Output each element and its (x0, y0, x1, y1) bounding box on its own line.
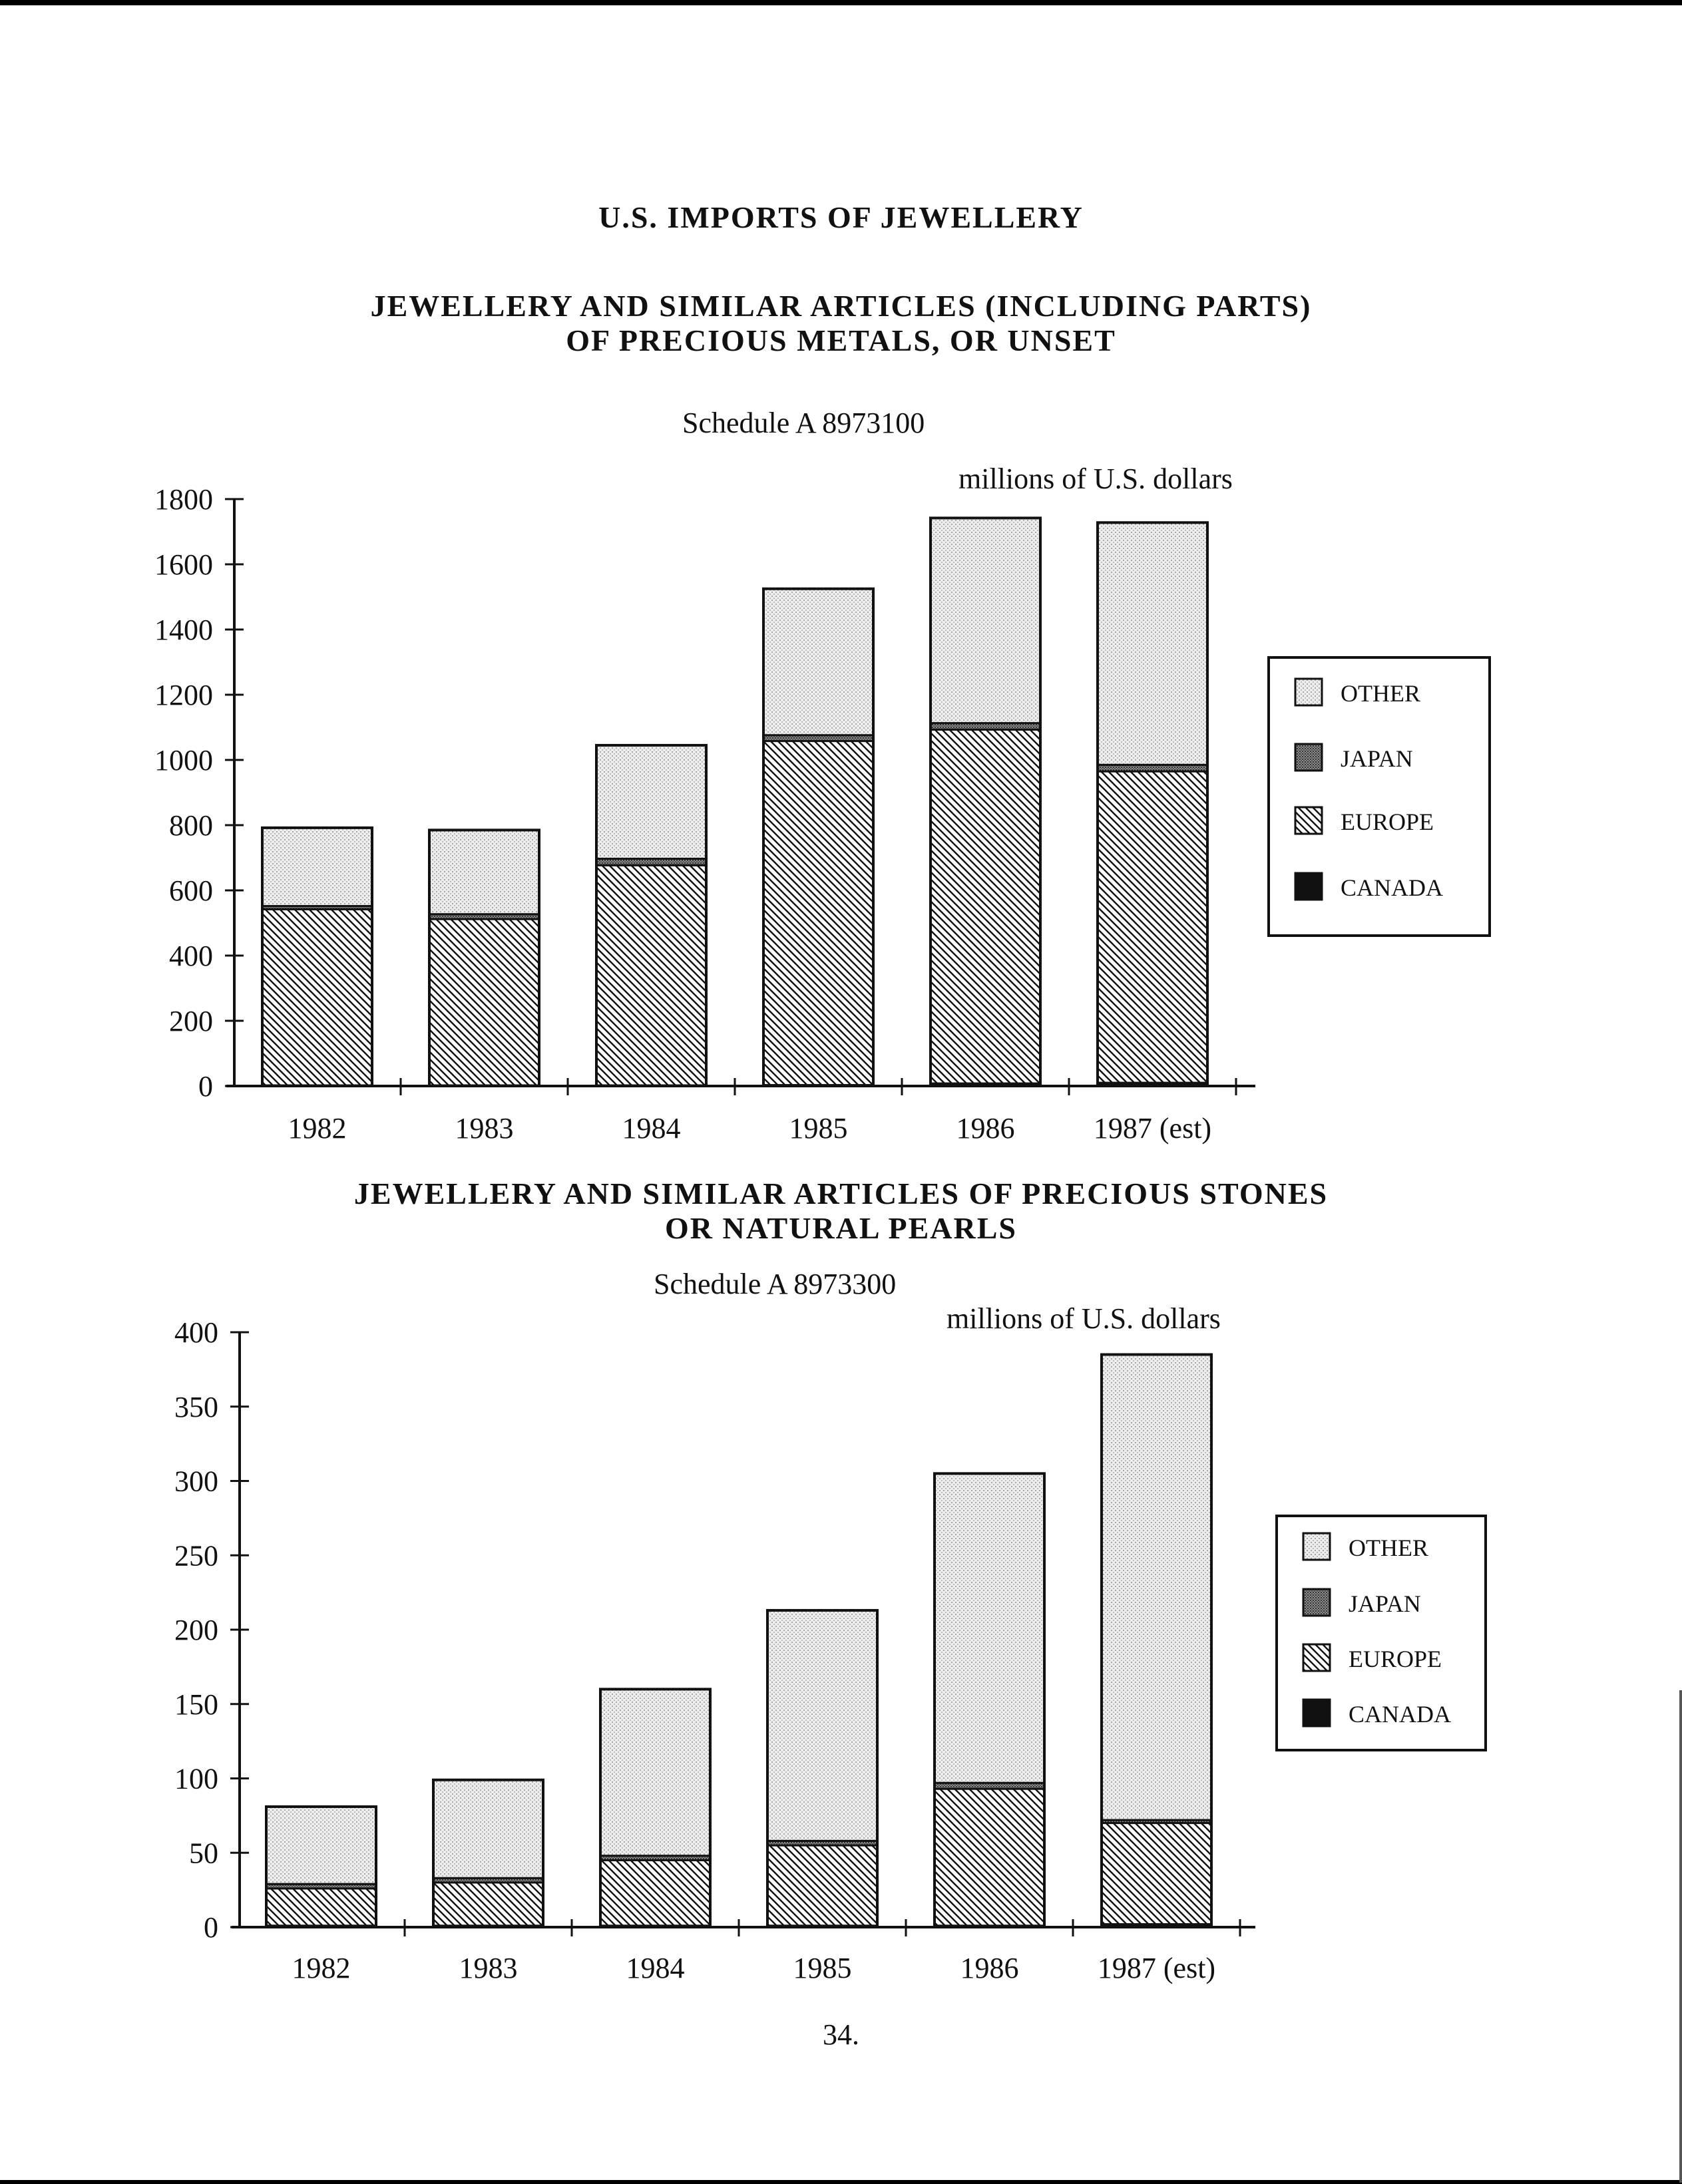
chart2-category-label: 1982 (292, 1952, 351, 1984)
chart1-category-label: 1985 (789, 1112, 848, 1145)
chart2-title-line2: OR NATURAL PEARLS (665, 1211, 1017, 1245)
chart2-legend-label-other: OTHER (1349, 1535, 1428, 1561)
chart1-legend-swatch-europe (1295, 807, 1322, 834)
chart1-legend-swatch-japan (1295, 744, 1322, 771)
chart1-bar-europe-1987 (1098, 771, 1207, 1083)
chart2-legend-swatch-canada (1303, 1700, 1330, 1726)
chart1-bar-europe-1986 (931, 729, 1040, 1083)
chart1-y-tick-label: 0 (198, 1070, 213, 1103)
chart2-bar-other-1984 (600, 1689, 710, 1855)
chart2-schedule: Schedule A 8973300 (654, 1268, 897, 1300)
chart2-bar-europe-1984 (600, 1860, 710, 1925)
chart1-category-label: 1986 (956, 1112, 1015, 1145)
chart1-legend-label-other: OTHER (1341, 680, 1420, 707)
chart2-category-label: 1984 (626, 1952, 685, 1984)
chart2-legend-swatch-other (1303, 1533, 1330, 1560)
chart1-bar-other-1982 (262, 828, 372, 906)
chart1-bar-europe-1983 (429, 919, 539, 1085)
chart1-category-label: 1984 (622, 1112, 681, 1145)
chart1-category-label: 1982 (288, 1112, 347, 1145)
chart2-y-tick-label: 200 (174, 1614, 218, 1646)
chart1-bar-other-1983 (429, 830, 539, 914)
chart2-bar-other-1982 (266, 1807, 376, 1884)
chart2-y-tick-label: 250 (174, 1539, 218, 1572)
chart2-y-tick-label: 0 (204, 1911, 218, 1944)
chart2-bar-europe-1986 (935, 1789, 1044, 1926)
chart1-bar-other-1987 (1098, 522, 1207, 765)
chart1-y-tick-label: 800 (169, 809, 213, 842)
chart2-legend-swatch-japan (1303, 1589, 1330, 1616)
chart1-bar-europe-1984 (596, 865, 706, 1085)
chart1-bar-europe-1982 (262, 909, 372, 1085)
chart2-legend-label-japan: JAPAN (1349, 1590, 1421, 1617)
chart1-plot (154, 483, 1490, 1145)
chart2-category-label: 1987 (est) (1097, 1952, 1216, 1984)
chart1-y-tick-label: 1400 (154, 614, 213, 646)
chart2-y-tick-label: 150 (174, 1688, 218, 1721)
chart2-category-label: 1983 (459, 1952, 518, 1984)
chart2-bar-europe-1982 (266, 1889, 376, 1926)
chart1-y-tick-label: 600 (169, 874, 213, 907)
chart1-bar-other-1984 (596, 745, 706, 859)
chart1-legend-label-canada: CANADA (1341, 874, 1444, 901)
chart1-schedule: Schedule A 8973100 (682, 407, 925, 439)
chart1-bar-other-1986 (931, 518, 1040, 723)
chart1-category-label: 1983 (455, 1112, 514, 1145)
chart1-legend-swatch-other (1295, 679, 1322, 705)
chart2-bar-other-1987 (1102, 1355, 1211, 1821)
chart1-units: millions of U.S. dollars (958, 462, 1233, 495)
page-number: 34. (823, 2018, 859, 2051)
chart2-bar-other-1986 (935, 1473, 1044, 1783)
chart1-y-tick-label: 1800 (154, 483, 213, 516)
chart1-bar-europe-1985 (763, 741, 873, 1085)
chart2-category-label: 1986 (960, 1952, 1019, 1984)
chart1-bar-other-1985 (763, 589, 873, 735)
chart1-legend-swatch-canada (1295, 873, 1322, 900)
chart1-y-tick-label: 400 (169, 940, 213, 972)
chart2-plot (174, 1316, 1486, 1984)
chart2-units: millions of U.S. dollars (946, 1302, 1221, 1335)
chart2-y-tick-label: 400 (174, 1316, 218, 1349)
chart1-title-line2: OF PRECIOUS METALS, OR UNSET (566, 323, 1116, 357)
chart2-bar-other-1983 (433, 1780, 543, 1879)
chart2-legend-swatch-europe (1303, 1644, 1330, 1671)
chart1-category-label: 1987 (est) (1093, 1112, 1212, 1145)
chart2-title-line1: JEWELLERY AND SIMILAR ARTICLES OF PRECIOUS STONES (353, 1177, 1329, 1210)
chart2-y-tick-label: 350 (174, 1390, 218, 1423)
chart2-y-tick-label: 100 (174, 1762, 218, 1795)
chart1-y-tick-label: 1600 (154, 548, 213, 581)
chart1-y-tick-label: 1200 (154, 679, 213, 711)
chart1-title-line1: JEWELLERY AND SIMILAR ARTICLES (INCLUDING PARTS) (370, 289, 1312, 323)
page-title: U.S. IMPORTS OF JEWELLERY (598, 200, 1084, 234)
chart2-legend-label-canada: CANADA (1349, 1701, 1452, 1728)
chart1-y-tick-label: 200 (169, 1005, 213, 1037)
chart2-y-tick-label: 300 (174, 1465, 218, 1498)
chart2-bar-europe-1983 (433, 1883, 543, 1926)
chart2-bar-other-1985 (767, 1610, 877, 1841)
chart1-y-tick-label: 1000 (154, 744, 213, 777)
chart2-bar-europe-1987 (1102, 1823, 1211, 1924)
chart1-legend-label-europe: EUROPE (1341, 809, 1434, 835)
chart2-bar-europe-1985 (767, 1845, 877, 1926)
chart2-category-label: 1985 (793, 1952, 852, 1984)
chart2-y-tick-label: 50 (189, 1837, 218, 1870)
chart2-legend-label-europe: EUROPE (1349, 1646, 1442, 1672)
chart1-legend-label-japan: JAPAN (1341, 745, 1413, 772)
